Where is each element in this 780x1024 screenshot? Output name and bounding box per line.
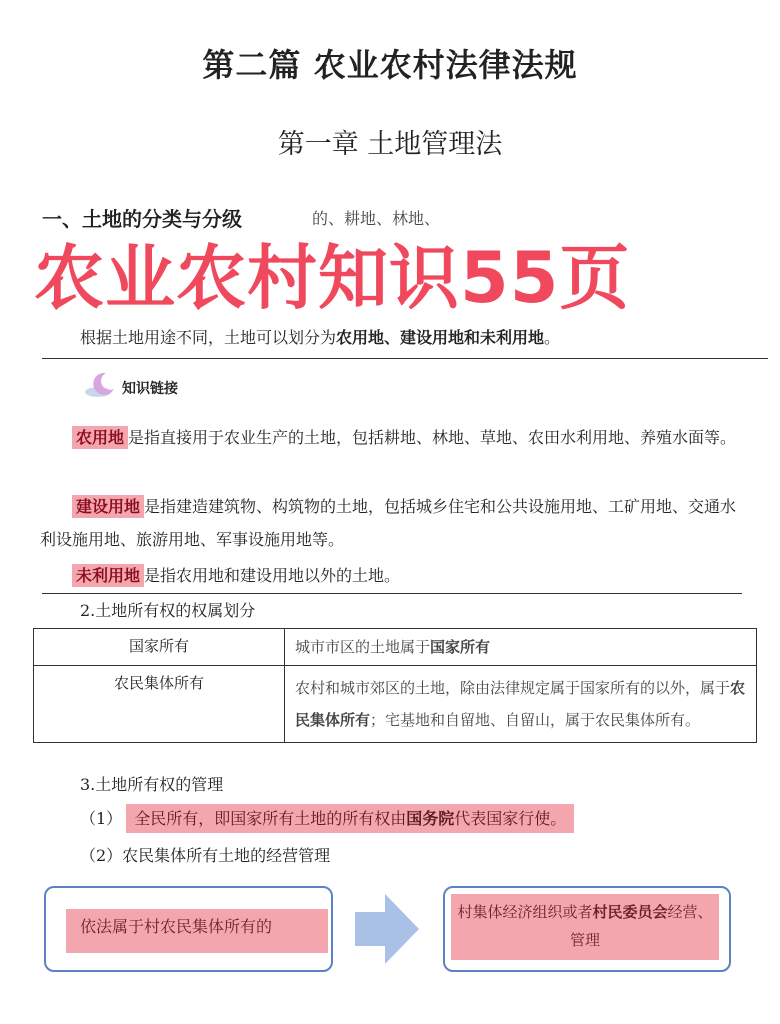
knowledge-link-icon: [84, 370, 118, 398]
definition-text: 是指直接用于农业生产的土地，包括耕地、林地、草地、农田水利用地、养殖水面等。: [128, 428, 737, 447]
management-item-1: [80, 806, 574, 829]
value-text: 城市市区的土地属于: [295, 638, 431, 656]
management-heading: 3.土地所有权的管理: [80, 775, 224, 794]
section-heading: 一、土地的分类与分级: [42, 207, 242, 231]
flow-bold: 村民委员会: [592, 903, 668, 921]
intro-bold: 农用地、建设用地和未利用地: [336, 328, 545, 347]
part-title: 第二篇 农业农村法律法规: [202, 46, 578, 84]
table-value: [285, 629, 757, 666]
intro-paragraph: [80, 325, 560, 348]
value-bold: 农民集体所有: [295, 679, 746, 729]
definition-unused-land: [40, 559, 740, 592]
definition-construction-land: [40, 490, 740, 556]
term-highlight: 建设用地: [72, 495, 144, 518]
table-key: 国家所有: [34, 629, 285, 666]
value-text: ；宅基地和自留地、自留山，属于农民集体所有。: [370, 711, 701, 729]
item-text: 全民所有，即国家所有土地的所有权由: [134, 809, 407, 828]
intro-suffix: 。: [544, 328, 561, 347]
ownership-table: [33, 628, 757, 743]
knowledge-link-title: 知识链接: [122, 381, 178, 397]
table-key: 农民集体所有: [34, 666, 285, 743]
item-number: （1）: [80, 809, 123, 828]
flow-text: 经营、管理: [569, 903, 713, 949]
table-row: [34, 666, 757, 743]
term-highlight: 未利用地: [72, 564, 144, 587]
overlay-banner: 农业农村知识55页: [34, 237, 631, 319]
definition-text: 是指建造建筑物、构筑物的土地，包括城乡住宅和公共设施用地、工矿用地、交通水利设施用地、旅游用地、军事设施用地等。: [40, 497, 737, 549]
definition-text: 是指农用地和建设用地以外的土地。: [144, 566, 401, 585]
value-text: 农村和城市郊区的土地，除由法律规定属于国家所有的以外，属于: [295, 679, 731, 697]
flow-right-text: [451, 894, 719, 960]
partial-text: 的、耕地、林地、: [312, 209, 441, 228]
flow-left-text: 依法属于村农民集体所有的: [66, 909, 328, 953]
flow-text: 村集体经济组织或者: [457, 903, 593, 921]
management-item-2: （2）农民集体所有土地的经营管理: [80, 846, 331, 865]
chapter-title: 第一章 土地管理法: [277, 129, 503, 160]
value-bold: 国家所有: [430, 638, 491, 656]
divider: [42, 358, 768, 359]
definition-farmland: [40, 421, 740, 454]
term-highlight: 农用地: [72, 426, 128, 449]
table-value: [285, 666, 757, 743]
table-row: [34, 629, 757, 666]
item-text: 代表国家行使。: [454, 809, 567, 828]
intro-prefix: 根据土地用途不同，土地可以划分为: [80, 328, 337, 347]
item-highlight: [126, 804, 574, 833]
ownership-heading: 2.土地所有权的权属划分: [80, 601, 256, 620]
item-bold: 国务院: [406, 809, 455, 828]
flow-arrow-icon: [355, 894, 419, 964]
divider: [42, 593, 742, 594]
